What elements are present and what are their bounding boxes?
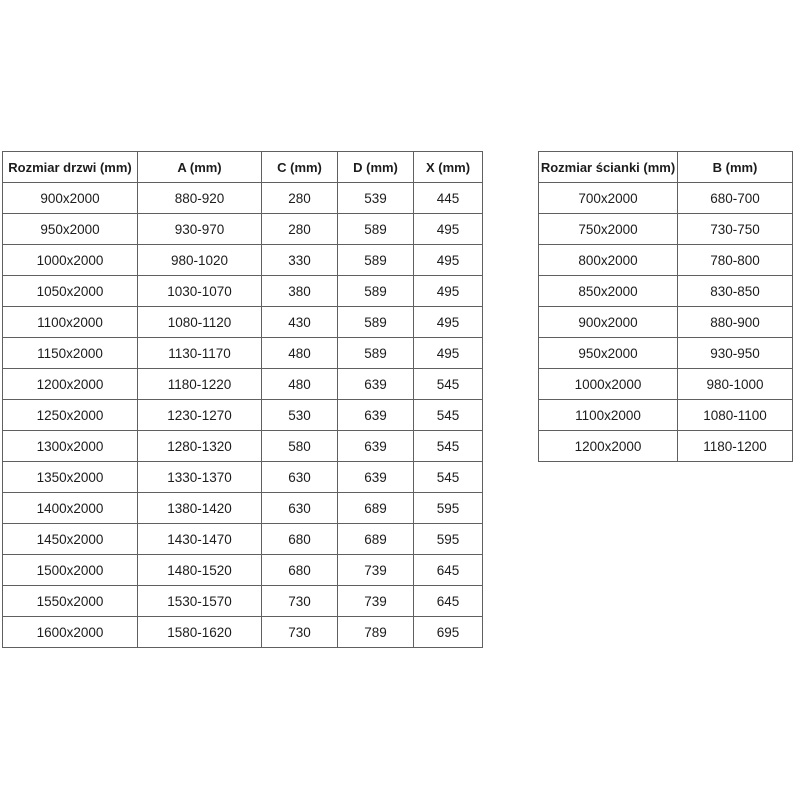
table-cell: 1180-1220	[138, 369, 262, 400]
table-cell: 645	[414, 586, 483, 617]
table-cell: 495	[414, 307, 483, 338]
table-cell: 730	[262, 586, 338, 617]
table-cell: 1050x2000	[3, 276, 138, 307]
table-row	[3, 462, 483, 493]
table-cell: 950x2000	[3, 214, 138, 245]
column-header: D (mm)	[338, 152, 414, 183]
table-cell: 1400x2000	[3, 493, 138, 524]
table-row	[3, 617, 483, 648]
wall-table-body	[539, 183, 793, 462]
table-row	[539, 307, 793, 338]
table-cell: 800x2000	[539, 245, 678, 276]
table-cell: 545	[414, 462, 483, 493]
table-cell: 739	[338, 555, 414, 586]
table-cell: 589	[338, 214, 414, 245]
table-cell: 630	[262, 462, 338, 493]
table-row	[3, 555, 483, 586]
table-row	[3, 400, 483, 431]
table-cell: 850x2000	[539, 276, 678, 307]
table-cell: 1300x2000	[3, 431, 138, 462]
table-cell: 1580-1620	[138, 617, 262, 648]
table-cell: 280	[262, 214, 338, 245]
table-cell: 689	[338, 524, 414, 555]
table-cell: 1530-1570	[138, 586, 262, 617]
table-row	[3, 307, 483, 338]
table-cell: 495	[414, 214, 483, 245]
table-cell: 1380-1420	[138, 493, 262, 524]
table-cell: 545	[414, 431, 483, 462]
table-cell: 930-950	[678, 338, 793, 369]
table-cell: 495	[414, 245, 483, 276]
column-header: Rozmiar drzwi (mm)	[3, 152, 138, 183]
table-row	[3, 369, 483, 400]
column-header: C (mm)	[262, 152, 338, 183]
table-cell: 480	[262, 338, 338, 369]
table-row	[3, 524, 483, 555]
table-cell: 1000x2000	[539, 369, 678, 400]
table-cell: 639	[338, 462, 414, 493]
table-row	[3, 493, 483, 524]
table-cell: 680	[262, 555, 338, 586]
table-row	[3, 245, 483, 276]
table-cell: 495	[414, 276, 483, 307]
table-cell: 1200x2000	[539, 431, 678, 462]
table-cell: 1100x2000	[3, 307, 138, 338]
door-size-table	[2, 151, 483, 648]
table-cell: 445	[414, 183, 483, 214]
table-cell: 539	[338, 183, 414, 214]
table-cell: 930-970	[138, 214, 262, 245]
table-cell: 330	[262, 245, 338, 276]
table-cell: 480	[262, 369, 338, 400]
column-header: A (mm)	[138, 152, 262, 183]
table-cell: 695	[414, 617, 483, 648]
table-cell: 589	[338, 338, 414, 369]
table-row	[539, 214, 793, 245]
table-row	[539, 400, 793, 431]
table-cell: 980-1000	[678, 369, 793, 400]
table-cell: 1600x2000	[3, 617, 138, 648]
table-cell: 900x2000	[3, 183, 138, 214]
table-cell: 1080-1120	[138, 307, 262, 338]
table-cell: 1080-1100	[678, 400, 793, 431]
table-cell: 689	[338, 493, 414, 524]
table-cell: 639	[338, 431, 414, 462]
table-cell: 645	[414, 555, 483, 586]
table-cell: 750x2000	[539, 214, 678, 245]
door-table-body	[3, 183, 483, 648]
table-cell: 630	[262, 493, 338, 524]
table-row	[3, 431, 483, 462]
table-cell: 1150x2000	[3, 338, 138, 369]
table-cell: 1280-1320	[138, 431, 262, 462]
table-cell: 1200x2000	[3, 369, 138, 400]
table-cell: 280	[262, 183, 338, 214]
table-cell: 1000x2000	[3, 245, 138, 276]
table-row	[539, 431, 793, 462]
table-cell: 780-800	[678, 245, 793, 276]
table-cell: 830-850	[678, 276, 793, 307]
table-cell: 1230-1270	[138, 400, 262, 431]
table-cell: 980-1020	[138, 245, 262, 276]
table-cell: 900x2000	[539, 307, 678, 338]
table-cell: 545	[414, 400, 483, 431]
table-cell: 1550x2000	[3, 586, 138, 617]
table-row	[3, 338, 483, 369]
table-row	[3, 183, 483, 214]
table-cell: 589	[338, 276, 414, 307]
table-cell: 1430-1470	[138, 524, 262, 555]
table-cell: 380	[262, 276, 338, 307]
table-cell: 1480-1520	[138, 555, 262, 586]
table-cell: 530	[262, 400, 338, 431]
column-header: X (mm)	[414, 152, 483, 183]
table-cell: 595	[414, 493, 483, 524]
table-cell: 1180-1200	[678, 431, 793, 462]
table-cell: 589	[338, 307, 414, 338]
table-cell: 1500x2000	[3, 555, 138, 586]
table-cell: 680	[262, 524, 338, 555]
table-cell: 789	[338, 617, 414, 648]
column-header: Rozmiar ścianki (mm)	[539, 152, 678, 183]
table-row	[539, 183, 793, 214]
column-header: B (mm)	[678, 152, 793, 183]
table-cell: 730	[262, 617, 338, 648]
table-cell: 700x2000	[539, 183, 678, 214]
door-table-header-row	[3, 152, 483, 183]
table-cell: 1030-1070	[138, 276, 262, 307]
table-row	[539, 338, 793, 369]
table-cell: 1350x2000	[3, 462, 138, 493]
table-cell: 1450x2000	[3, 524, 138, 555]
table-row	[539, 245, 793, 276]
table-cell: 589	[338, 245, 414, 276]
table-row	[539, 369, 793, 400]
wall-size-table	[538, 151, 793, 462]
table-cell: 595	[414, 524, 483, 555]
table-row	[3, 214, 483, 245]
table-cell: 545	[414, 369, 483, 400]
table-cell: 1250x2000	[3, 400, 138, 431]
table-row	[3, 276, 483, 307]
table-cell: 880-920	[138, 183, 262, 214]
table-cell: 950x2000	[539, 338, 678, 369]
table-cell: 730-750	[678, 214, 793, 245]
table-cell: 739	[338, 586, 414, 617]
table-cell: 1330-1370	[138, 462, 262, 493]
table-cell: 639	[338, 400, 414, 431]
table-cell: 1100x2000	[539, 400, 678, 431]
table-cell: 639	[338, 369, 414, 400]
wall-table-header-row	[539, 152, 793, 183]
table-row	[539, 276, 793, 307]
table-row	[3, 586, 483, 617]
table-cell: 430	[262, 307, 338, 338]
table-cell: 1130-1170	[138, 338, 262, 369]
table-cell: 680-700	[678, 183, 793, 214]
table-cell: 495	[414, 338, 483, 369]
table-cell: 880-900	[678, 307, 793, 338]
table-cell: 580	[262, 431, 338, 462]
